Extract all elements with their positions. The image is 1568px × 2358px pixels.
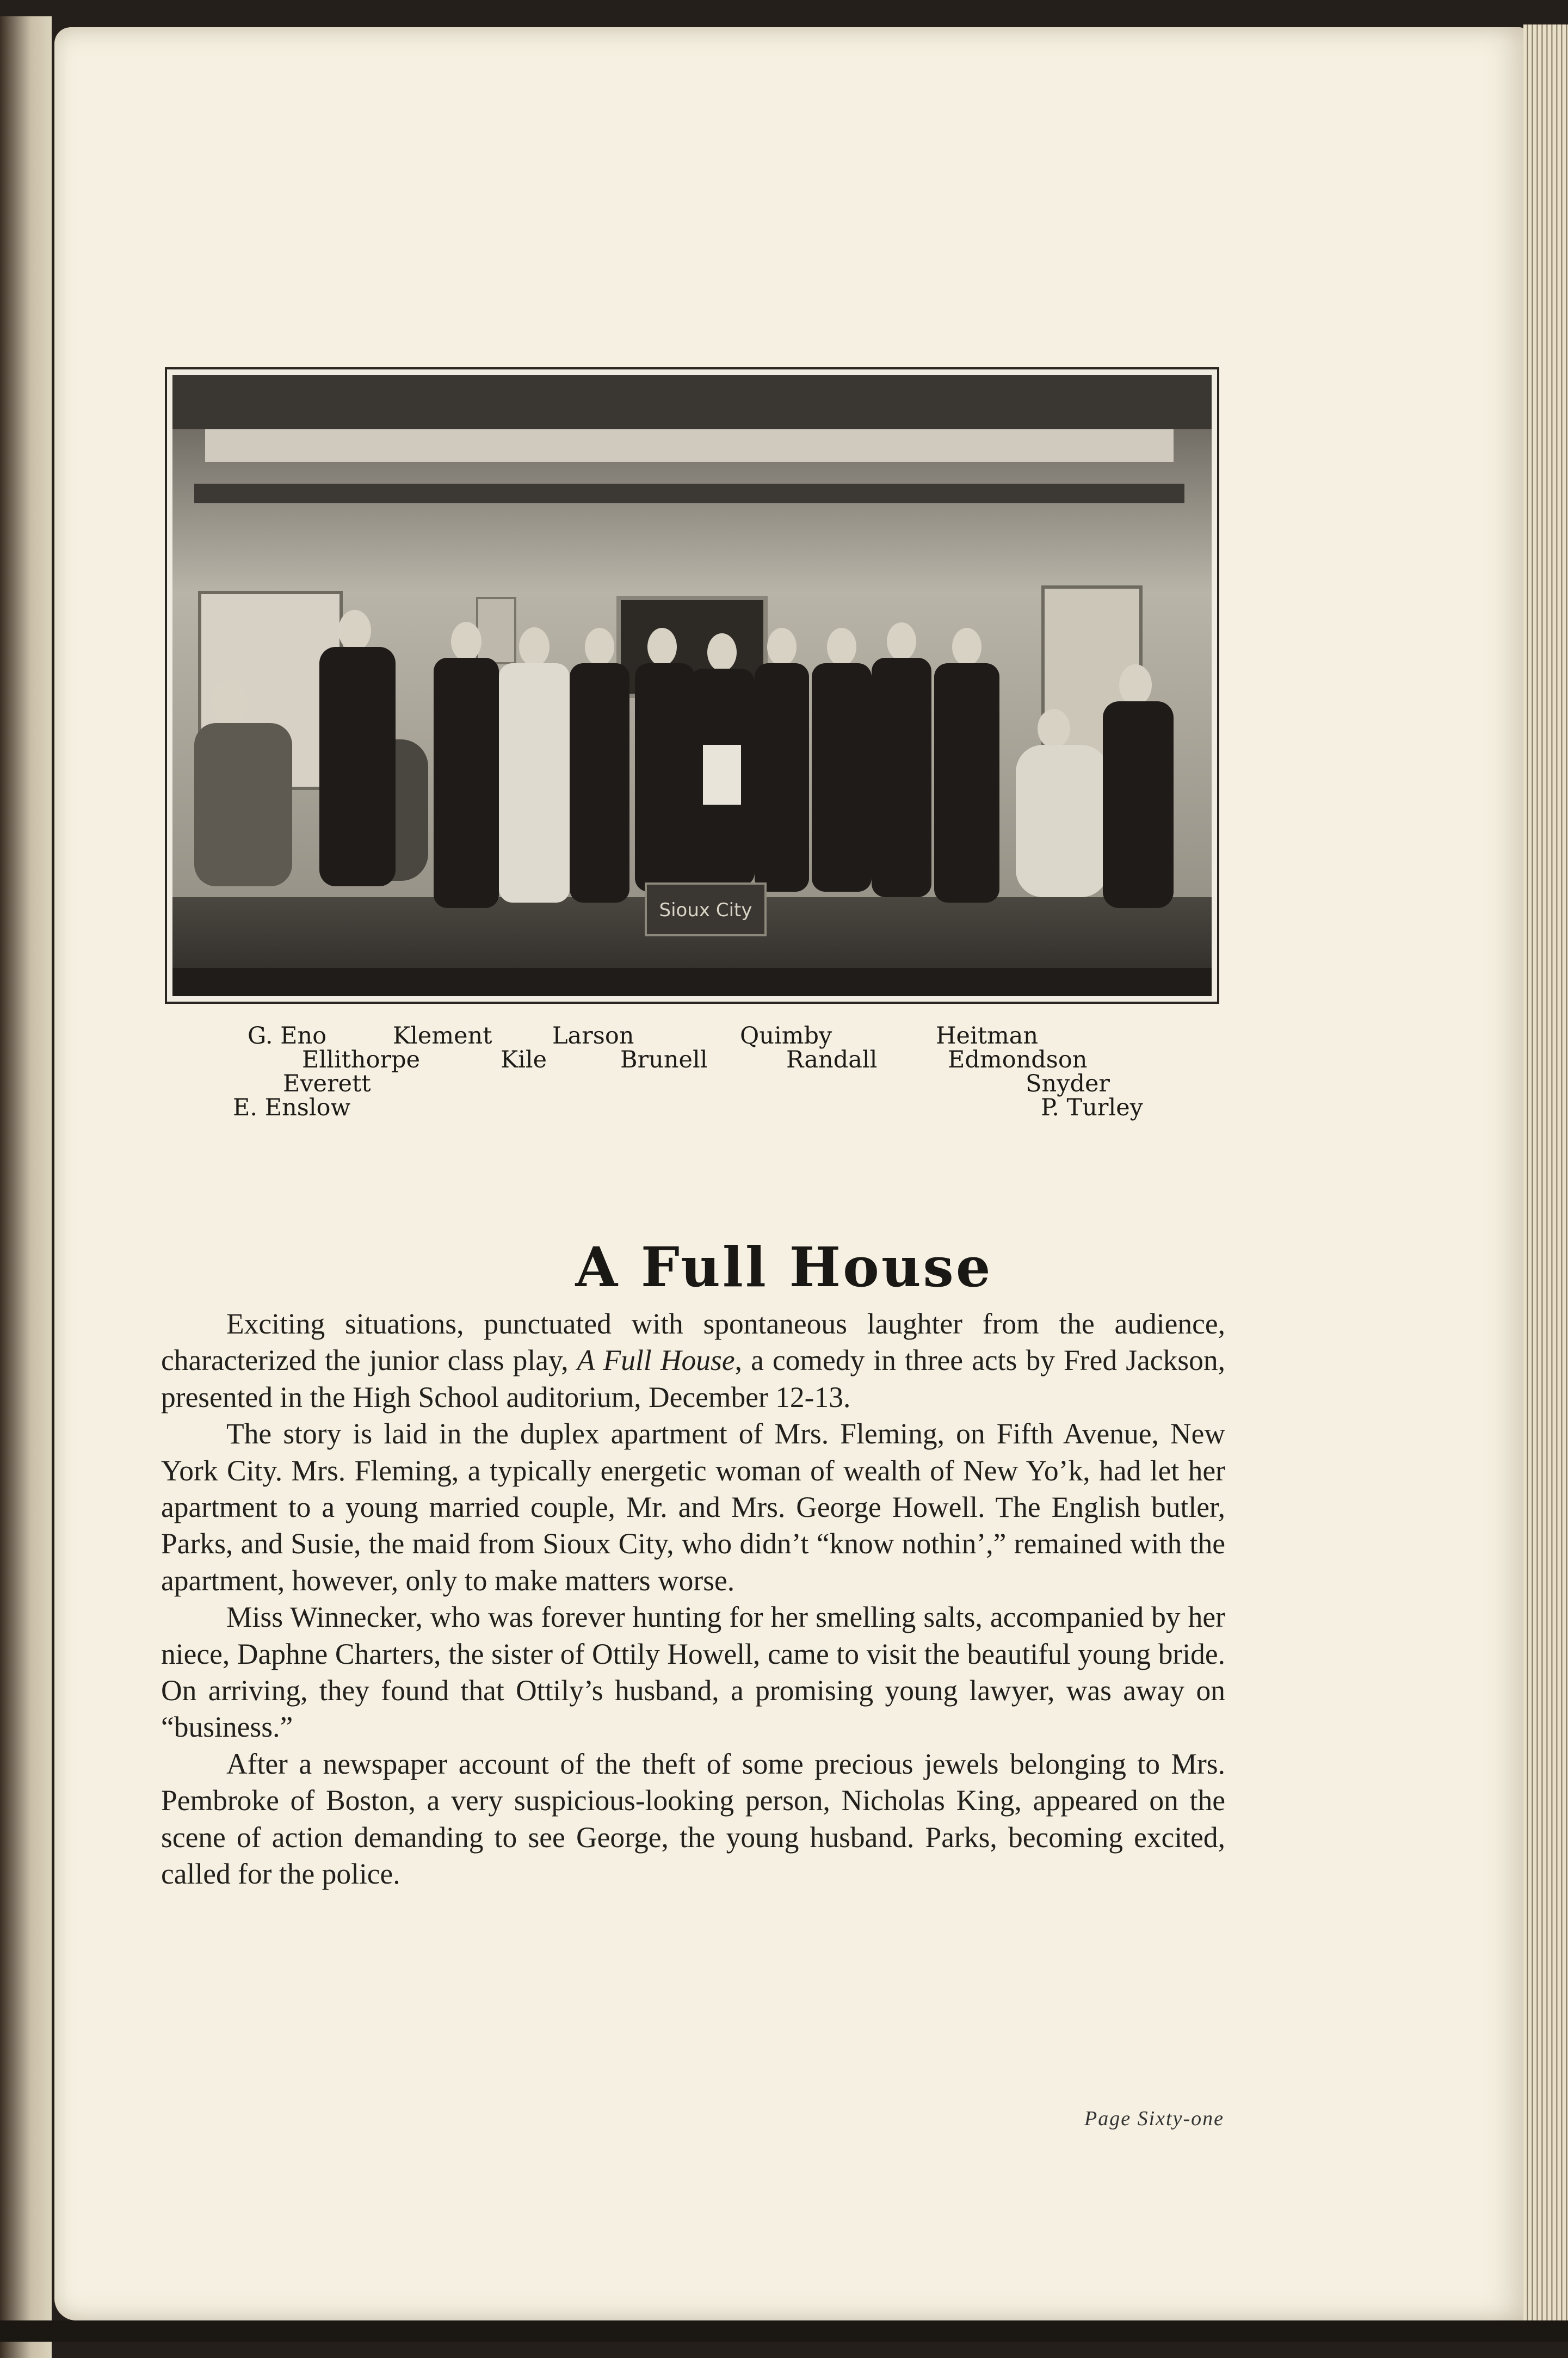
caption-name: Snyder <box>1026 1070 1110 1097</box>
adjacent-page-edge <box>0 16 52 2358</box>
paragraph-4: After a newspaper account of the theft of some precious jewels belonging to Mrs. Pembroke of Boston, a very suspicious-looking person, Nicholas King, appeared on the scene of action demanding to see George, the young husband. Parks, becoming excited, called for the police. <box>161 1747 1225 1891</box>
caption-name: Randall <box>786 1046 878 1073</box>
caption-name: Larson <box>552 1022 634 1050</box>
paragraph-text: , a comedy in three acts by Fred Jackson, presented in the High School auditorium, December 12-13. <box>161 1344 1225 1413</box>
caption-name: Everett <box>283 1070 371 1097</box>
caption-name: E. Enslow <box>233 1094 351 1121</box>
page-edges <box>1523 24 1568 2326</box>
article-body <box>161 1306 1225 1893</box>
paragraph-text: Exciting situations, punctuated with spontaneous laughter from the audience, characterized the junior class play, <box>161 1307 1225 1377</box>
caption-name: Quimby <box>740 1022 832 1050</box>
caption-name: Brunell <box>620 1046 708 1073</box>
article-title: A Full House <box>575 1235 993 1299</box>
caption-name: Ellithorpe <box>302 1046 421 1073</box>
paragraph-1 <box>161 1306 1225 1416</box>
cast-photograph <box>165 367 1219 1004</box>
paragraph-3: Miss Winnecker, who was forever hunting for her smelling salts, accompanied by her niece, Daphne Charters, the sister of Ottily Howell, came to visit the beautiful young bride. On arriving, they found that Ottily’s husband, a promising young lawyer, was away on “business.” <box>161 1601 1225 1744</box>
page-number: Page Sixty-one <box>1084 2107 1224 2130</box>
caption-name: P. Turley <box>1041 1094 1143 1121</box>
cast-photo-image <box>172 375 1212 996</box>
caption-name: Heitman <box>936 1022 1039 1050</box>
caption-name: Kile <box>501 1046 547 1073</box>
paragraph-2: The story is laid in the duplex apartment of Mrs. Fleming, on Fifth Avenue, New York City. Mrs. Fleming, a typically energetic woman of wealth of New Yo’k, had let her apartment to a young married couple, Mr. and Mrs. George Howell. The English butler, Parks, and Susie, the maid from Sioux City, who didn’t “know nothin’,” remained with the apartment, however, only to make matters worse. <box>161 1417 1225 1597</box>
caption-name: Klement <box>393 1022 492 1050</box>
play-title-italic: A Full House <box>577 1344 735 1377</box>
caption-name: Edmondson <box>948 1046 1088 1073</box>
sign-text: Sioux City <box>659 899 752 921</box>
background-bottom <box>0 2320 1568 2342</box>
caption-name: G. Eno <box>248 1022 327 1050</box>
